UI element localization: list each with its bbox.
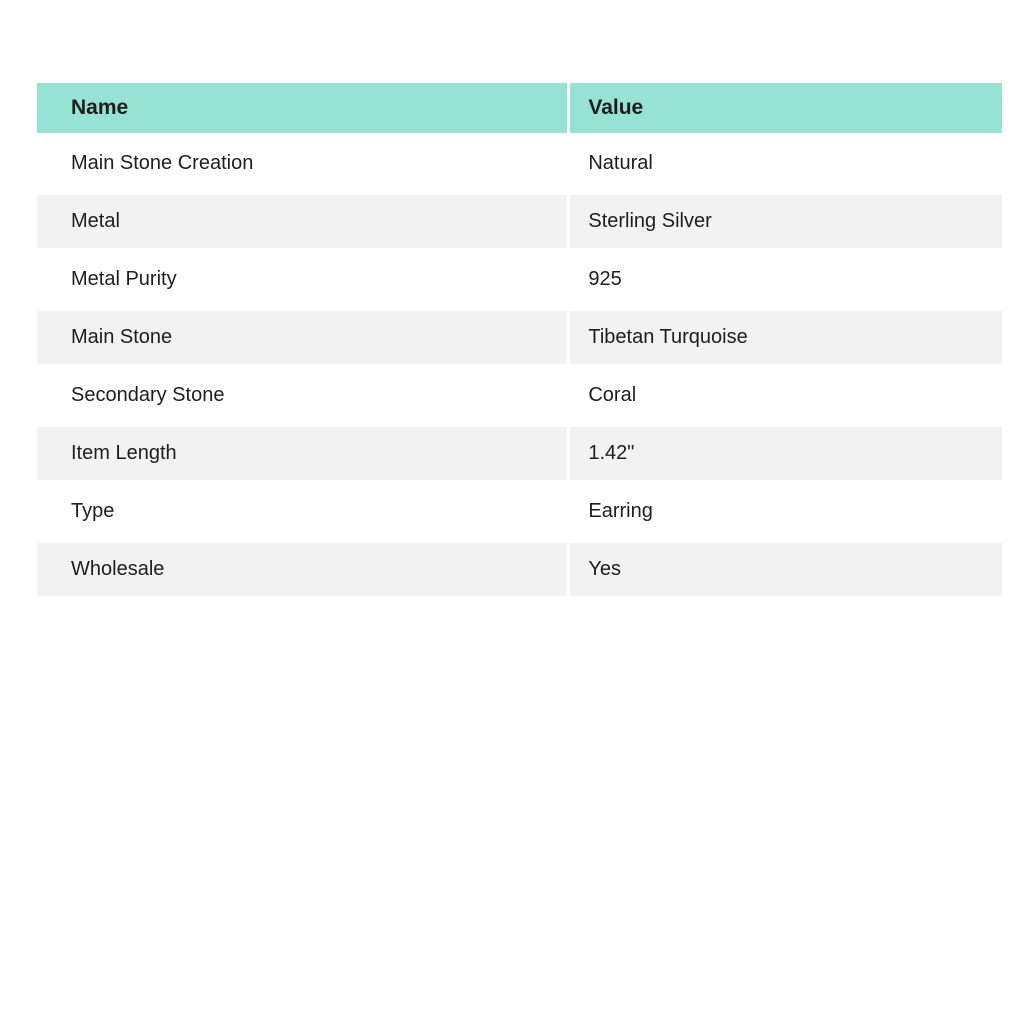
spec-name-cell: Metal — [37, 195, 570, 253]
spec-name-cell: Type — [37, 485, 570, 543]
column-header-name: Name — [37, 83, 570, 137]
spec-name-cell: Item Length — [37, 427, 570, 485]
table-row — [37, 543, 1002, 601]
table-row — [37, 369, 1002, 427]
table-header — [37, 83, 1002, 137]
table-row — [37, 485, 1002, 543]
spec-name-cell: Metal Purity — [37, 253, 570, 311]
table-row — [37, 137, 1002, 195]
spec-value-cell: Tibetan Turquoise — [570, 311, 1002, 369]
spec-name-cell: Main Stone — [37, 311, 570, 369]
spec-value-cell: 1.42" — [570, 427, 1002, 485]
spec-name-cell: Main Stone Creation — [37, 137, 570, 195]
product-specs-table — [37, 83, 1002, 601]
spec-value-cell: Earring — [570, 485, 1002, 543]
spec-value-cell: Coral — [570, 369, 1002, 427]
table-row — [37, 195, 1002, 253]
spec-value-cell: Yes — [570, 543, 1002, 601]
table-row — [37, 427, 1002, 485]
spec-name-cell: Wholesale — [37, 543, 570, 601]
table-row — [37, 253, 1002, 311]
spec-value-cell: Natural — [570, 137, 1002, 195]
spec-name-cell: Secondary Stone — [37, 369, 570, 427]
spec-value-cell: 925 — [570, 253, 1002, 311]
table-row — [37, 311, 1002, 369]
header-row — [37, 83, 1002, 137]
table-body — [37, 137, 1002, 601]
column-header-value: Value — [570, 83, 1002, 137]
item-specifics-section — [37, 83, 1002, 601]
spec-value-cell: Sterling Silver — [570, 195, 1002, 253]
